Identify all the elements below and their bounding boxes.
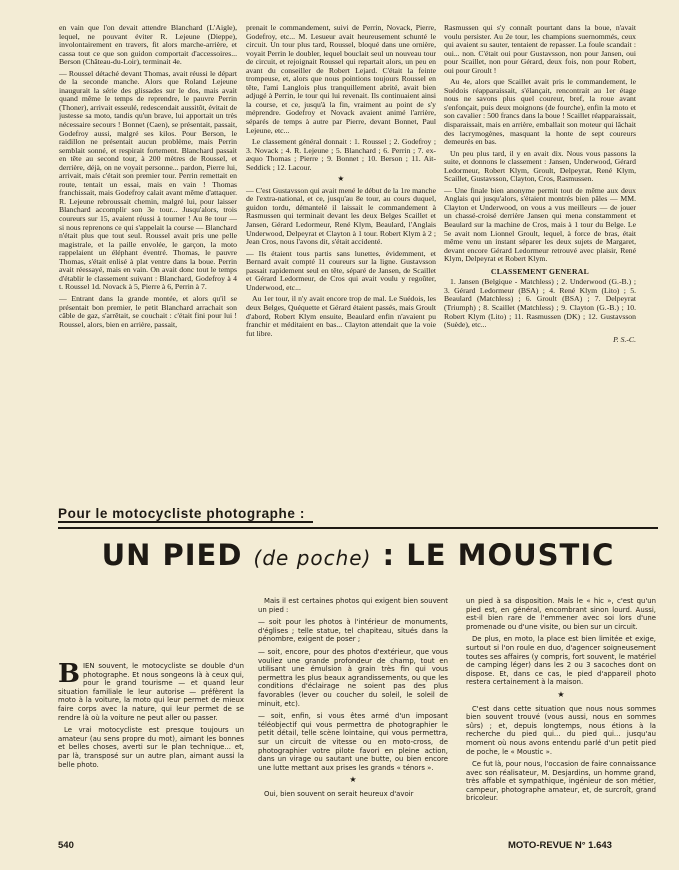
paragraph: Au 1er tour, il n'y avait encore trop de mal. Le Suédois, les deux Belges, Quéquette et Gérard étaient passés, mais Groult d'abord, Robert Klym ensuite, Beaulard enfin n'avaient pu franchir et méditaient en bas... Clayton attendait que la voie fut libre.	[246, 294, 436, 338]
headline-part: UN PIED	[101, 538, 243, 572]
paragraph: 1. Jansen (Belgique - Matchless) ; 2. Underwood (G.-B.) ; 3. Gérard Ledormeur (BSA) ; 4. René Klym (Lito) ; 5. Beaulard (Matchless) ; 6. Groult (BSA) ; 7. Delpeyrat (Triumph) ; 8. Scaillet (Matchless) ; 9. Clayton (G.-B.) ; 10. Robert Klym (Lito) ; 11. Rasmussen (DK) ; 12. Gustavsson (Suède), etc...	[444, 277, 636, 330]
lower-column-1	[58, 662, 244, 830]
section-heading: CLASSEMENT GENERAL	[490, 266, 590, 276]
paragraph: Le classement général donnait : 1. Roussel ; 2. Godefroy ; 3. Novack ; 4. R. Lejeune ; 5. Blanchard ; 6. Perrin ; 7. ex-æquo Thomas ; Pierre ; 9. Bonnet ; 10. Berson ; 11. Ait-Seddick ; 12. Lacour.	[246, 137, 436, 172]
paragraph: De plus, en moto, la place est bien limitée et exige, surtout si l'on roule en duo, d'agencer soigneusement toutes ses affaires (y compris, fort souvent, le matériel de camping léger) dans les 2 ou 3 sacoches dont on dispose. Et, dans ce cas, le pied d'appareil photo restera certainement à la maison.	[466, 635, 656, 687]
paragraph-text: IEN souvent, le motocycliste se double d'un photographe. Et nous songeons là à ceux qui, pour le grand tourisme — et quand leur situation familiale le leur autorise — préfèrent la moto à la voiture, la moto qui leur permet de mieux faire corps avec la nature, qui leur permet de se rendre là où la voiture ne peut aller ou passer.	[58, 662, 244, 722]
paragraph	[58, 662, 244, 722]
article-column-1	[59, 24, 237, 494]
paragraph: un pied à sa disposition. Mais le « hic », c'est qu'un pied est, en général, encombrant sinon lourd. Aussi, est-il bien rare de l'emmener avec soi lors d'une promenade ou d'une visite, ou bien sur un circuit.	[466, 597, 656, 631]
headline-part: : LE MOUSTIC	[382, 538, 615, 572]
lower-column-3	[466, 597, 656, 829]
headline-italic: (de poche)	[253, 546, 372, 570]
paragraph: en vain que l'on devait attendre Blanchard (L'Aigle), lequel, ne pouvant éviter R. Lejeune (Dieppe), involontairement en travers, fit alors marche-arrière, et cassa tout ce que son guidon comportait d'accessoires... Berson (Château-du-Loir), terminait 4e.	[59, 24, 237, 67]
paragraph: — Ils étaient tous partis sans lunettes, évidemment, et Bernard avait compté 11 coureurs sur la ligne. Gustavsson passait rapidement seul en tête, séparé de Jansen, de Scaillet et Gérard Ledormeur, de Cros qui avait voulu y regoûter, Underwood, etc...	[246, 248, 436, 292]
paragraph: — Roussel détaché devant Thomas, avait réussi le départ de la seconde manche. Alors que Roland Lejeune inaugurait la série des glissades sur le dos, mais avait quand même le temps de reprendre, le pauvre Perrin (Thoner), arrivait esseulé, redescendait aussitôt, évitait de justesse sa moto, tandis qu'un brave, lui apportait un très nécessaire secours ! Bonnet (Caen), se présentait, passait, Godefroy aussi, malgré ses kilos. Pour Berson, le raidillon ne présentait aucun problème, mais Perrin semblait sonné, et respirait fortement. Blanchard passait en tête au second tour, à 200 mètres de Roussel, et derrière, déjà, on ne voyait personne... pardon, Pierre lui, arrivait, mais c'était son premier tour. Perrin remettait en route, tentait un essai, mais en vain ! Thomas franchissait, mais Godefroy calait avant même d'attaquer. R. Lejeune rebroussait chemin, malgré lui, pour laisser Blanchard accomplir son 3e tour... Jusqu'alors, trois coureurs sur 15, avaient réussi à tourner ! Au 8e tour — si nous reprenons ce qui s'appelait la course — Blanchard n'était plus que tout seul. Roussel avait pris une pelle magistrale, et la paille envolée, le garçon, la moto rappelaient un éléphant éventré. Thomas, le pauvre Thomas, s'était enlisé à plat ventre dans la boue. Perrin avait réessayé, mais en vain. On avait donc tout le temps d'établir le classement suivant : Blanchard, Godefroy à 4 t. Roussel 1d. Novack à 5, Pierre à 6, Perrin à 7.	[59, 68, 237, 292]
paragraph: Le vrai motocycliste est presque toujours un amateur (au sens propre du mot), aimant les bonnes et belles choses, averti sur le plan technique... et, par là, transposé sur un autre plan, aimant aussi la belle photo.	[58, 726, 244, 769]
paragraph: Mais il est certaines photos qui exigent bien souvent un pied :	[258, 597, 448, 614]
drop-cap: B	[58, 662, 80, 689]
article-column-3	[444, 24, 636, 494]
paragraph: — Entrant dans la grande montée, et alors qu'il se présentait bon premier, le petit Blanchard arrachait son câble de gaz, s'arrêtait, se couchait : c'était fini pour lui ! Roussel, alors, bien en arrière, passait,	[59, 293, 237, 329]
paragraph: Rasmussen qui s'y connaît pourtant dans la boue, n'avait voulu persister. Au 2e tour, les champions suernommés, ceux qui avaient su sauter, tentaient de repasser. La foule scandait : oui... non. C'était oui pour Gustavsson, non pour Jansen, oui pour Scaillet, non pour Gérard, deux fois, non pour Robert, oui pour Groult !	[444, 24, 636, 75]
star-separator: ★	[337, 174, 345, 184]
paragraph: C'est dans cette situation que nous nous sommes bien souvent trouvé (vous aussi, nous en sommes sûrs) ; et, depuis longtemps, nous étions à la recherche du pied qui... du pied qui... jusqu'au moment où nous avons entendu parlé d'un petit pied de poche, le « Moustic ».	[466, 704, 656, 756]
paragraph: Ce fut là, pour nous, l'occasion de faire connaissance avec son réalisateur, M. Desjardins, un homme grand, très affable et sympathique, ingénieur de son métier, campeur, photographe amateur, et, de surcroît, grand bricoleur.	[466, 760, 656, 803]
star-separator: ★	[349, 775, 357, 785]
lower-column-2	[258, 597, 448, 829]
article-column-2	[246, 24, 436, 494]
paragraph: Un peu plus tard, il y en avait dix. Nous vous passons la suite, et donnons le classement : Jansen, Underwood, Gérard Ledormeur, Robert Klym, Groult, Delpeyrat, René Klym, Scaillet, Gustavsson, Clayton, Cros, Rasmussen.	[444, 148, 636, 184]
paragraph: Au 4e, alors que Scaillet avait pris le commandement, le Suédois réapparaissait, s'élançait, rencontrait au 1er étage nous ne savons plus quel coureur, bref, la roue avant s'enfonçait, puis deux moignons (de fourche), enfin la moto et son cavalier : 500 francs dans la boue ! Scaillet réapparaissait, disparaissait, mais en arrière, emballait son moteur qui lâchait des lacrymogènes, masquant la honte de sept coureurs demeurés en bas.	[444, 77, 636, 147]
paragraph: Oui, bien souvent on serait heureux d'avoir	[264, 789, 414, 798]
paragraph: — soit, encore, pour des photos d'extérieur, que vous vouliez une grande profondeur de champ, tout en utilisant une émulsion à grain très fin qui vous permettra les plus beaux agrandissements, ou que les conditions d'éclairage ne soient pas des plus favorables (lever ou coucher du soleil, le soleil de minuit, etc).	[258, 647, 448, 708]
paragraph: prenait le commandement, suivi de Perrin, Novack, Pierre, Godefroy, etc... M. Lesueur avait heureusement schunté le circuit. Un tour plus tard, Roussel, bloqué dans une ornière, voyait Perrin le doubler, lequel bouclait seul un nouveau tour de circuit, et rejoignait Roussel qui repartait alors, un peu en avant du conseiller de Robert Lejard. C'était la feinte trompeuse, et, alors que nous pointions toujours Roussel en tête, l'ami Langlois plus tranquillement abrité, avait bien adjugé à Perrin, le tour qui lui revenait. Ils continuaient ainsi la course, et ce, jusqu'à la fin, vraiment au point de s'y méprendre. Godefroy et Novack avaient animé l'arrière, séparés de temps à autre par Pierre, devant Bonnet, Paul Lejeune, etc...	[246, 24, 436, 135]
paragraph: — soit pour les photos à l'intérieur de monuments, d'églises ; telle statue, tel chapiteau, situés dans la pénombre, exigent de poser ;	[258, 618, 448, 644]
paragraph: — Une finale bien anonyme permit tout de même aux deux Anglais qui jusqu'alors, s'étaient montrés bien pâles — MM. Clayton et Underwood, on vous a vus meilleurs — de jouer un chassé-croisé derrière Jansen qui menа constamment et Beaulard sur la machine de Cros, mais à 1 tour du Belge. Le 5e avait nom Lionnel Groult, lequel, à force de bras, était même venu un instant séparer les deux sujets de Margaret, devant encore Gérard Ledormeur retrouvé avec plaisir, René Klym, Delpeyrat et Robert Klym.	[444, 185, 636, 264]
article-headline	[58, 538, 658, 572]
page-number: 540	[58, 840, 74, 851]
star-separator: ★	[557, 689, 565, 699]
author-signature: P. S.-C.	[613, 334, 636, 344]
paragraph: — C'est Gustavsson qui avait mené le début de la 1re manche de l'extra-national, et ce, jusqu'au 8e tour, au cours duquel, guidon tordu, démantelé il laissait le commandement à Rasmussen qui terminait devant les deux Belges Scaillet et Jansen, Gérard Ledormeur, René Klym, Beaulard, l'Anglais Underwood, Delpeyrat et Clayton à 1 tour. Robert Klym à 2 ; Jean Cros, nous l'avons dit, s'était accidenté.	[246, 185, 436, 247]
paragraph: — soit, enfin, si vous êtes armé d'un imposant téléobjectif qui vous permettra de photographier le petit détail, telle scène lointaine, qui vous permettra, sur un circuit de vitesse ou en moto-cross, de photographier votre pilote favori en pleine action, dans un virage ou sautant une butte, ou bien encore une lutte mettant aux prises les grands « ténors ».	[258, 712, 448, 772]
section-title: Pour le motocycliste photographe :	[58, 506, 313, 523]
magazine-issue: MOTO-REVUE N° 1.643	[508, 840, 612, 851]
